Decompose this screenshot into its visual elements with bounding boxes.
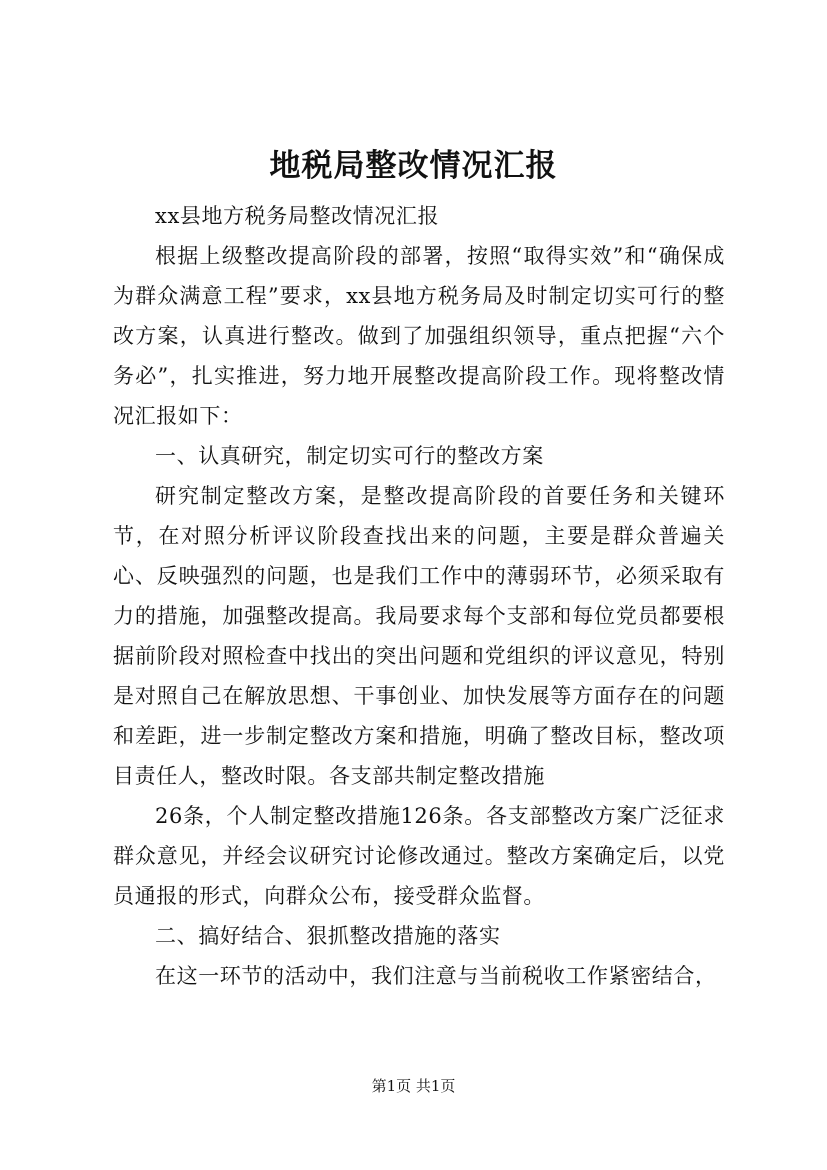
subtitle-paragraph: xx县地方税务局整改情况汇报 xyxy=(155,204,440,228)
document-body xyxy=(113,196,725,996)
intro-paragraph: 根据上级整改提高阶段的部署，按照“取得实效”和“确保成为群众满意工程”要求，xx县地方税务局及时制定切实可行的整改方案，认真进行整改。做到了加强组织领导，重点把握“六个务必”，扎实推进，努力地开展整改提高阶段工作。现将整改情况汇报如下： xyxy=(113,244,725,428)
document-title: 地税局整改情况汇报 xyxy=(269,148,558,184)
page-footer: 第1页 共1页 xyxy=(371,1077,456,1095)
section-heading-2: 二、搞好结合、狠抓整改措施的落实 xyxy=(155,924,501,948)
section-heading-1: 一、认真研究，制定切实可行的整改方案 xyxy=(155,444,544,468)
section-1-continuation: 26条，个人制定整改措施126条。各支部整改方案广泛征求群众意见，并经会议研究讨论修改通过。整改方案确定后，以党员通报的形式，向群众公布，接受群众监督。 xyxy=(113,804,725,908)
section-2-paragraph: 在这一环节的活动中，我们注意与当前税收工作紧密结合， xyxy=(155,964,717,988)
section-1-paragraph: 研究制定整改方案，是整改提高阶段的首要任务和关键环节，在对照分析评议阶段查找出来的问题，主要是群众普遍关心、反映强烈的问题，也是我们工作中的薄弱环节，必须采取有力的措施，加强整改提高。我局要求每个支部和每位党员都要根据前阶段对照检查中找出的突出问题和党组织的评议意见，特别是对照自己在解放思想、干事创业、加快发展等方面存在的问题和差距，进一步制定整改方案和措施，明确了整改目标，整改项目责任人，整改时限。各支部共制定整改措施 xyxy=(113,484,725,788)
